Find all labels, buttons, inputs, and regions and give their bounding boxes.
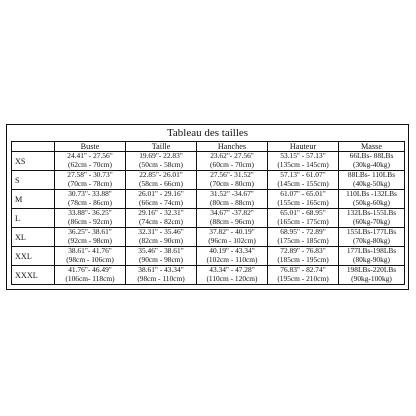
size-label: XXXL <box>12 266 55 285</box>
imperial-value: 68.95" - 72.89" <box>280 227 326 237</box>
imperial-value: 177LBs-198LBs <box>346 246 397 256</box>
table-row <box>12 266 405 285</box>
imperial-value: 31.52" -34.67" <box>210 189 254 199</box>
imperial-value: 198LBs-220LBs <box>346 265 397 275</box>
cell-hanches <box>197 266 268 285</box>
imperial-value: 61.07" - 65.01" <box>280 189 326 199</box>
metric-value: (58cm - 66cm) <box>139 179 183 188</box>
imperial-value: 23.62"- 27.56" <box>210 151 254 161</box>
imperial-value: 26.01" - 29.16" <box>138 189 184 199</box>
metric-value: (60cm - 70cm) <box>210 160 254 169</box>
cell-masse <box>339 247 405 266</box>
size-label: XL <box>12 228 55 247</box>
cell-hauteur <box>268 228 339 247</box>
metric-value: (70cm - 78cm) <box>68 179 112 188</box>
cell-buste <box>55 266 126 285</box>
cell-hauteur <box>268 209 339 228</box>
imperial-value: 66LBs- 88LBs <box>349 151 394 161</box>
metric-value: (106cm- 118cm) <box>65 274 115 283</box>
cell-hauteur <box>268 266 339 285</box>
metric-value: (78cm - 86cm) <box>68 198 112 207</box>
metric-value: (82cm - 90cm) <box>139 236 183 245</box>
metric-value: (96cm - 102cm) <box>208 236 256 245</box>
table-row <box>12 247 405 266</box>
size-label: M <box>12 190 55 209</box>
cell-buste <box>55 228 126 247</box>
table-row <box>12 228 405 247</box>
imperial-value: 22.85"- 26.01" <box>139 170 183 180</box>
imperial-value: 110LBs -132LBs <box>346 189 397 199</box>
cell-hauteur <box>268 171 339 190</box>
table-row <box>12 209 405 228</box>
metric-value: (92cm - 98cm) <box>68 236 112 245</box>
imperial-value: 65.01" - 68.95" <box>280 208 326 218</box>
cell-hanches <box>197 247 268 266</box>
header-masse: Masse <box>339 142 405 152</box>
cell-masse <box>339 190 405 209</box>
imperial-value: 24.41" - 27.56" <box>67 151 113 161</box>
metric-value: (30kg-40kg) <box>353 160 390 169</box>
metric-value: (155cm - 165cm) <box>277 198 329 207</box>
size-label: L <box>12 209 55 228</box>
cell-buste <box>55 152 126 171</box>
cell-buste <box>55 171 126 190</box>
imperial-value: 32.31" - 35.46" <box>138 227 184 237</box>
imperial-value: 34.67" -37.82" <box>210 208 254 218</box>
imperial-value: 38.61"- 41.76" <box>68 246 112 256</box>
cell-taille <box>126 209 197 228</box>
metric-value: (60kg-70kg) <box>353 217 390 226</box>
header-hauteur: Hauteur <box>268 142 339 152</box>
metric-value: (98cm - 110cm) <box>137 274 185 283</box>
imperial-value: 43.34" - 47.28" <box>209 265 255 275</box>
header-taille: Taille <box>126 142 197 152</box>
metric-value: (145cm - 155cm) <box>277 179 329 188</box>
cell-hanches <box>197 209 268 228</box>
imperial-value: 33.88"- 36.25" <box>68 208 112 218</box>
table-row <box>12 190 405 209</box>
cell-masse <box>339 209 405 228</box>
cell-hanches <box>197 152 268 171</box>
cell-taille <box>126 171 197 190</box>
cell-taille <box>126 228 197 247</box>
table-row <box>12 152 405 171</box>
metric-value: (62cm - 70cm) <box>68 160 112 169</box>
cell-masse <box>339 228 405 247</box>
metric-value: (66cm - 74cm) <box>139 198 183 207</box>
size-label: XS <box>12 152 55 171</box>
imperial-value: 30.73"- 33.88" <box>68 189 112 199</box>
size-chart <box>6 124 409 290</box>
header-hanches: Hanches <box>197 142 268 152</box>
metric-value: (50cm - 58cm) <box>139 160 183 169</box>
cell-hauteur <box>268 152 339 171</box>
imperial-value: 38.61" - 43.34" <box>138 265 184 275</box>
imperial-value: 53.15" - 57.13" <box>280 151 326 161</box>
header-row <box>12 142 405 152</box>
metric-value: (90kg-100kg) <box>351 274 392 283</box>
imperial-value: 72.89" - 76.83" <box>280 246 326 256</box>
metric-value: (135cm - 145cm) <box>277 160 329 169</box>
metric-value: (86cm - 92cm) <box>68 217 112 226</box>
cell-masse <box>339 266 405 285</box>
imperial-value: 40.19" - 43.34" <box>209 246 255 256</box>
imperial-value: 19.69"- 22.83" <box>139 151 183 161</box>
cell-hanches <box>197 171 268 190</box>
metric-value: (90cm - 98cm) <box>139 255 183 264</box>
metric-value: (98cm - 106cm) <box>66 255 114 264</box>
metric-value: (165cm - 175cm) <box>277 217 329 226</box>
size-label: XXL <box>12 247 55 266</box>
cell-masse <box>339 152 405 171</box>
imperial-value: 132LBs-155LBs <box>346 208 397 218</box>
cell-buste <box>55 209 126 228</box>
cell-hauteur <box>268 190 339 209</box>
cell-taille <box>126 247 197 266</box>
metric-value: (70kg-80kg) <box>353 236 390 245</box>
metric-value: (70cm - 80cm) <box>210 179 254 188</box>
metric-value: (80cm - 88cm) <box>210 198 254 207</box>
metric-value: (74cm - 82cm) <box>139 217 183 226</box>
metric-value: (80kg-90kg) <box>353 255 390 264</box>
imperial-value: 41.76"- 46.49" <box>68 265 112 275</box>
header-size <box>12 142 55 152</box>
metric-value: (175cm - 185cm) <box>277 236 329 245</box>
metric-value: (50kg-60kg) <box>353 198 390 207</box>
metric-value: (110cm - 120cm) <box>206 274 258 283</box>
metric-value: (102cm - 110cm) <box>206 255 258 264</box>
imperial-value: 88LBs- 110LBs <box>347 170 396 180</box>
metric-value: (88cm - 96cm) <box>210 217 254 226</box>
imperial-value: 35.46" - 38.61" <box>138 246 184 256</box>
cell-hauteur <box>268 247 339 266</box>
imperial-value: 37.82" - 40.19" <box>209 227 255 237</box>
cell-taille <box>126 152 197 171</box>
table-title: Tableau des tailles <box>166 127 249 139</box>
cell-hanches <box>197 190 268 209</box>
imperial-value: 76.83" - 82.74" <box>280 265 326 275</box>
table-row <box>12 171 405 190</box>
size-table <box>11 141 405 285</box>
cell-masse <box>339 171 405 190</box>
metric-value: (40kg-50kg) <box>353 179 390 188</box>
cell-taille <box>126 266 197 285</box>
header-buste: Buste <box>55 142 126 152</box>
metric-value: (195cm - 210cm) <box>277 274 329 283</box>
imperial-value: 29.16" - 32.31" <box>138 208 184 218</box>
metric-value: (185cm - 195cm) <box>277 255 329 264</box>
cell-buste <box>55 247 126 266</box>
imperial-value: 57.13" - 61.07" <box>280 170 326 180</box>
cell-hanches <box>197 228 268 247</box>
imperial-value: 27.58" - 30.73" <box>67 170 113 180</box>
imperial-value: 155LBs-177LBs <box>346 227 397 237</box>
imperial-value: 36.25"- 38.61" <box>68 227 112 237</box>
imperial-value: 27.56"- 31.52" <box>210 170 254 180</box>
size-label: S <box>12 171 55 190</box>
cell-buste <box>55 190 126 209</box>
cell-taille <box>126 190 197 209</box>
